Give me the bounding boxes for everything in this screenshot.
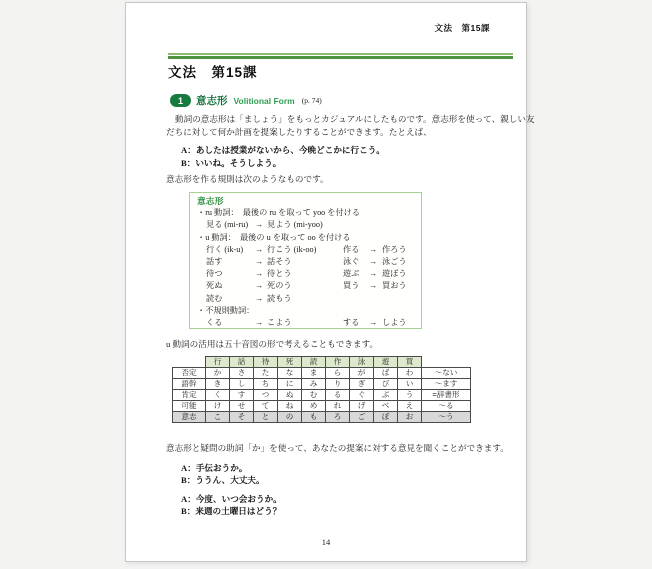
dialog-line: [181, 157, 281, 169]
dialog-text: いいね。そうしよう。: [195, 158, 282, 168]
kana-cell: こ: [206, 412, 230, 423]
kana-cell: す: [230, 390, 254, 401]
suffix-cell: 〜う: [422, 412, 471, 423]
dialog-text: 来週の土曜日はどう？: [195, 506, 282, 516]
kana-cell: も: [302, 412, 326, 423]
godan-conjugation-table: [172, 356, 471, 423]
arrow-right: →: [255, 281, 264, 291]
kana-cell: ま: [302, 368, 326, 379]
suffix-cell: 〜る: [422, 401, 471, 412]
column-header: 死: [278, 357, 302, 368]
arrow-right: →: [369, 269, 378, 279]
verb-volitional: 行こう (ik-oo): [267, 244, 317, 254]
section-number-badge: 1: [170, 94, 191, 107]
arrow-right: →: [369, 244, 378, 254]
row-label: 語幹: [173, 379, 206, 390]
verb-plain: 読む: [206, 293, 223, 303]
row-label: 肯定: [173, 390, 206, 401]
dialog-text: 今度、いつ会おうか。: [195, 494, 282, 504]
kana-cell: さ: [230, 368, 254, 379]
suffix-cell: 〜ます: [422, 379, 471, 390]
verb-volitional: 話そう: [267, 257, 292, 267]
kana-cell: が: [350, 368, 374, 379]
irregular-verb-label: ・不規則動詞：: [197, 305, 255, 315]
kana-cell: い: [398, 379, 422, 390]
kana-cell: ね: [278, 401, 302, 412]
kana-cell: つ: [254, 390, 278, 401]
verb-volitional: 遊ぼう: [382, 269, 407, 279]
column-header: 泳: [350, 357, 374, 368]
arrow-right: →: [369, 318, 378, 328]
speaker-label: B：: [181, 506, 196, 516]
dialog-text: ううん、大丈夫。: [195, 475, 265, 485]
speaker-label: A：: [181, 145, 196, 155]
verb-plain: 話す: [206, 257, 223, 267]
row-label: 意志: [173, 412, 206, 423]
suffix-cell: =辞書形: [422, 390, 471, 401]
kana-cell: ぎ: [350, 379, 374, 390]
conjugation-row-affirmative: [173, 390, 471, 401]
arrow-right: →: [255, 244, 264, 254]
u-verb-example-row: [206, 256, 414, 268]
verb-plain: 遊ぶ: [343, 269, 360, 279]
verb-plain: くる: [206, 318, 223, 328]
title-divider-rule: [168, 53, 513, 59]
dialog-line: [181, 474, 265, 486]
kana-cell: く: [206, 390, 230, 401]
verb-volitional: 待とう: [267, 269, 292, 279]
kana-cell: な: [278, 368, 302, 379]
u-verb-example-row: [206, 293, 414, 305]
kana-cell: ぐ: [350, 390, 374, 401]
kana-cell: む: [302, 390, 326, 401]
column-header: 作: [326, 357, 350, 368]
u-verb-example-row: [206, 280, 414, 292]
column-header: 行: [206, 357, 230, 368]
column-header: 買: [398, 357, 422, 368]
verb-plain: する: [343, 318, 360, 328]
empty-corner-cell: [173, 357, 206, 368]
verb-volitional: 見よう (mi-yoo): [267, 220, 323, 230]
dialog-line: [181, 462, 247, 474]
verb-volitional: こよう: [267, 318, 292, 328]
verb-plain: 行く (ik-u): [206, 244, 244, 254]
dialog-text: あしたは授業がないから、今晩どこかに行こう。: [195, 145, 385, 155]
dialog-line: [181, 144, 385, 156]
verb-volitional: 買おう: [382, 281, 407, 291]
verb-volitional: しよう: [382, 318, 407, 328]
kana-cell: ぶ: [374, 390, 398, 401]
page-number: 14: [321, 537, 331, 547]
speaker-label: B：: [181, 158, 196, 168]
kana-cell: ら: [326, 368, 350, 379]
kana-cell: め: [302, 401, 326, 412]
conjugation-table-intro: u 動詞の活用は五十音図の形で考えることもできます。: [166, 339, 379, 349]
verb-volitional: 読もう: [267, 293, 292, 303]
conjugation-row-potential: [173, 401, 471, 412]
kana-cell: て: [254, 401, 278, 412]
section-page-ref: (p. 74): [301, 96, 322, 105]
dialog-line: [181, 505, 281, 517]
u-verb-example-row: [206, 244, 414, 256]
kana-cell: み: [302, 379, 326, 390]
arrow-right: →: [255, 269, 264, 279]
verb-plain: [343, 293, 369, 305]
verb-plain: 買う: [343, 281, 360, 291]
kana-cell: わ: [398, 368, 422, 379]
arrow-right: [369, 293, 382, 305]
conjugation-row-stem: [173, 379, 471, 390]
verb-plain: 作る: [343, 244, 360, 254]
empty-corner-cell: [422, 357, 471, 368]
kana-cell: け: [206, 401, 230, 412]
row-label: 否定: [173, 368, 206, 379]
suggestion-intro: 意志形と疑問の助詞「か」を使って、あなたの提案に対する意見を聞くことができます。: [166, 443, 509, 453]
dialog-text: 手伝おうか。: [195, 463, 248, 473]
u-verb-rule: ・u 動詞： 最後の u を取って oo を付ける: [197, 232, 351, 242]
kana-cell: ろ: [326, 412, 350, 423]
running-head: 文法 第15課: [434, 23, 490, 33]
kana-cell: べ: [374, 401, 398, 412]
kana-cell: と: [254, 412, 278, 423]
conjugation-row-volitional: [173, 412, 471, 423]
section-header: [170, 93, 322, 108]
arrow-right: →: [255, 220, 264, 230]
verb-volitional: 死のう: [267, 281, 292, 291]
verb-volitional: 作ろう: [382, 244, 407, 254]
speaker-label: B：: [181, 475, 196, 485]
arrow-right: →: [255, 293, 264, 303]
kana-cell: た: [254, 368, 278, 379]
kana-cell: か: [206, 368, 230, 379]
kana-cell: る: [326, 390, 350, 401]
rule-intro: 意志形を作る規則は次のようなものです。: [166, 174, 329, 184]
kana-cell: に: [278, 379, 302, 390]
kana-cell: せ: [230, 401, 254, 412]
kana-cell: う: [398, 390, 422, 401]
arrow-right: →: [369, 257, 378, 267]
dialog-line: [181, 493, 282, 505]
verb-plain: 泳ぐ: [343, 257, 360, 267]
suffix-cell: 〜ない: [422, 368, 471, 379]
arrow-right: →: [255, 257, 264, 267]
irregular-verb-example-row: [206, 317, 414, 329]
kana-cell: び: [374, 379, 398, 390]
kana-cell: ば: [374, 368, 398, 379]
verb-plain: 死ぬ: [206, 281, 223, 291]
verb-volitional: 泳ごう: [382, 257, 407, 267]
volitional-form-rule-box: [189, 192, 422, 329]
column-header: 遊: [374, 357, 398, 368]
row-label: 可能: [173, 401, 206, 412]
column-header: 話: [230, 357, 254, 368]
kana-cell: そ: [230, 412, 254, 423]
kana-cell: ぬ: [278, 390, 302, 401]
column-header: 読: [302, 357, 326, 368]
speaker-label: A：: [181, 463, 196, 473]
verb-plain: 待つ: [206, 269, 223, 279]
kana-cell: ち: [254, 379, 278, 390]
intro-line-2: だちに対して何か計画を提案したりすることができます。たとえば、: [166, 127, 432, 137]
arrow-right: →: [369, 281, 378, 291]
column-header: 待: [254, 357, 278, 368]
kana-cell: ご: [350, 412, 374, 423]
kana-cell: き: [206, 379, 230, 390]
kana-cell: の: [278, 412, 302, 423]
textbook-page: [125, 2, 535, 562]
section-title-jp: 意志形: [196, 95, 228, 107]
section-title-en: Volitional Form: [233, 95, 295, 106]
kana-cell: お: [398, 412, 422, 423]
conjugation-row-negative: [173, 368, 471, 379]
kana-cell: し: [230, 379, 254, 390]
kana-cell: り: [326, 379, 350, 390]
kana-cell: え: [398, 401, 422, 412]
ru-verb-example: [206, 219, 414, 231]
conjugation-header-row: [173, 357, 471, 368]
kana-cell: げ: [350, 401, 374, 412]
intro-line-1: 動詞の意志形は「ましょう」をもっとカジュアルにしたものです。意志形を使って、親しい友: [175, 114, 535, 124]
ru-verb-rule: ・ru 動詞： 最後の ru を取って yoo を付ける: [197, 208, 361, 218]
arrow-right: →: [255, 318, 264, 328]
page-title: 文法 第15課: [168, 65, 258, 80]
kana-cell: れ: [326, 401, 350, 412]
rule-box-title: 意志形: [197, 196, 224, 206]
verb-plain: 見る (mi-ru): [206, 220, 249, 230]
kana-cell: ぼ: [374, 412, 398, 423]
speaker-label: A：: [181, 494, 196, 504]
u-verb-example-row: [206, 268, 414, 280]
